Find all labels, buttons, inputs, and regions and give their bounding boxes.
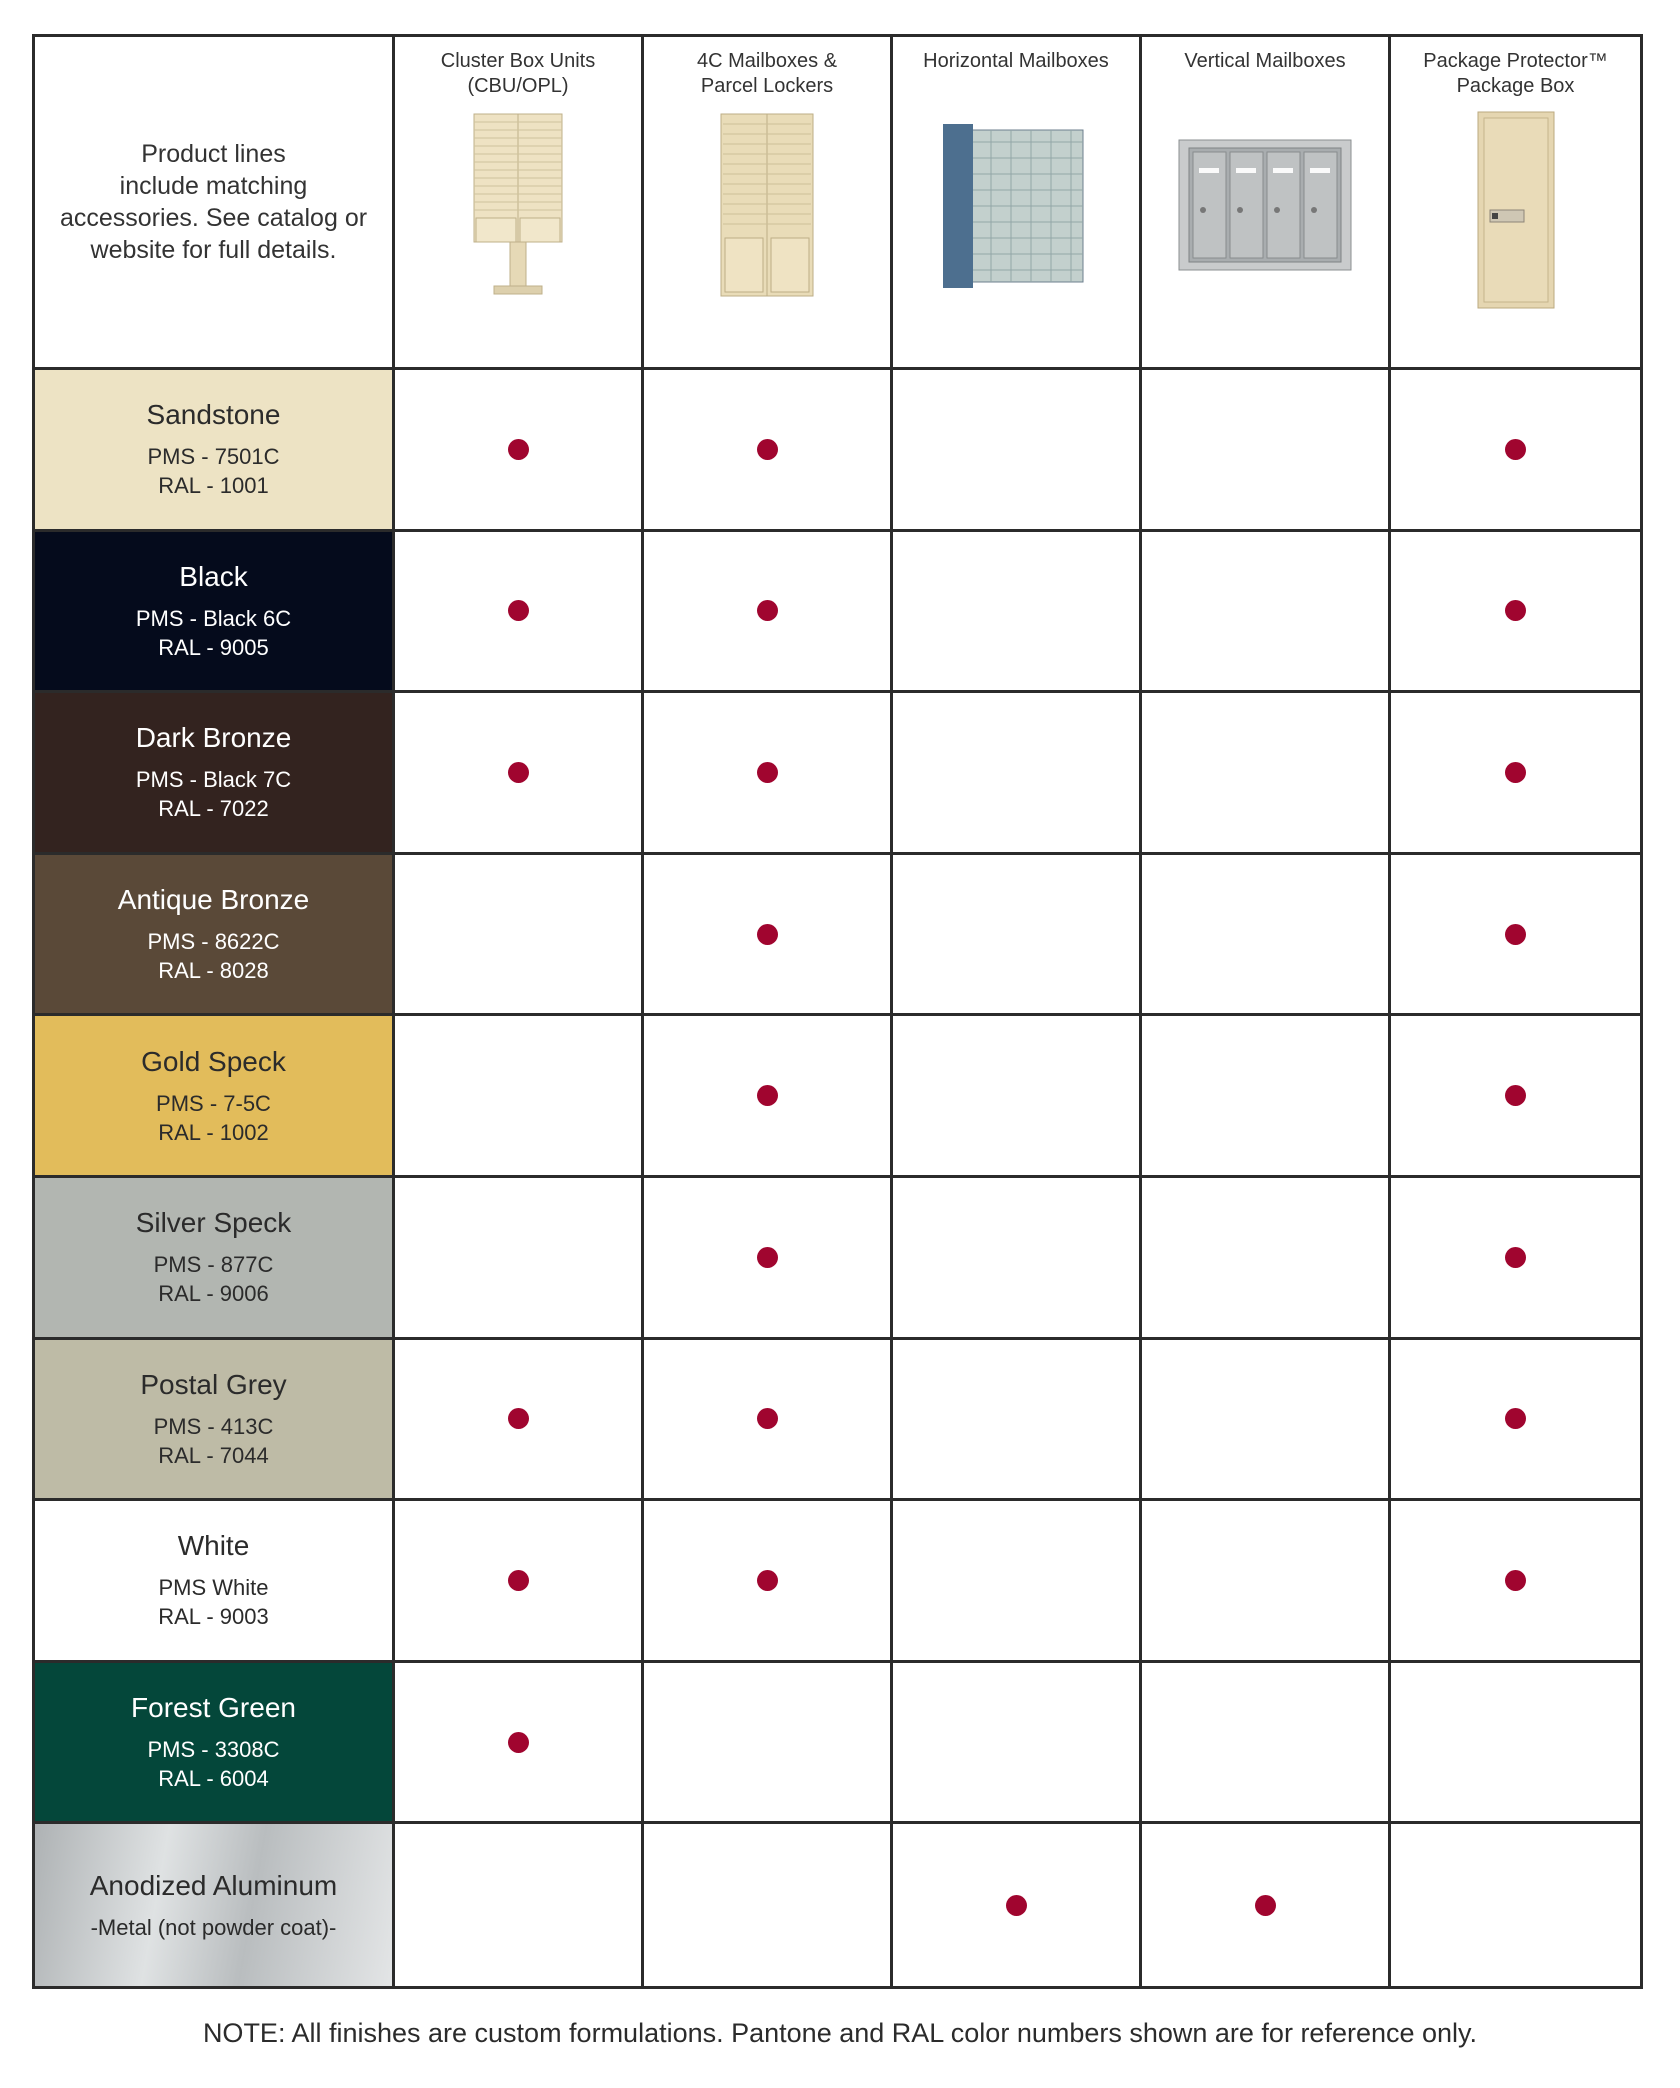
cluster-box-unit-image [468,110,568,305]
finish-pms-code: PMS - Black 6C [135,605,292,631]
product-header [1391,37,1640,370]
finish-swatch [35,532,395,694]
available-dot-icon [508,1408,529,1429]
available-dot-icon [1505,1085,1526,1106]
availability-cell [1142,693,1391,855]
availability-cell [644,693,893,855]
product-header [395,37,644,370]
package-box-image [1476,110,1556,315]
finish-swatch [35,370,395,532]
finish-ral-code: RAL - 9003 [158,1604,269,1630]
finish-ral-code: RAL - 6004 [158,1766,269,1792]
finish-pms-code: PMS - 7501C [147,444,280,470]
availability-cell [1391,855,1640,1017]
finish-pms-code: PMS - Black 7C [135,767,292,793]
availability-cell [1142,1501,1391,1663]
finish-swatch [35,855,395,1017]
availability-cell [893,1663,1142,1825]
available-dot-icon [1255,1895,1276,1916]
availability-cell [644,370,893,532]
availability-cell [1391,1501,1640,1663]
available-dot-icon [1505,762,1526,783]
availability-cell [644,532,893,694]
product-label: 4C Mailboxes & Parcel Lockers [696,50,838,97]
reference-note: NOTE: All finishes are custom formulations. Pantone and RAL color numbers shown are for reference only. [202,2018,1478,2048]
intro-cell [35,37,395,370]
available-dot-icon [757,600,778,621]
finish-name: Sandstone [146,399,281,431]
availability-cell [644,855,893,1017]
availability-cell [395,855,644,1017]
availability-cell [644,1178,893,1340]
product-label: Package Protector™ Package Box [1423,50,1608,97]
4c-mailbox-image [717,110,817,305]
finish-pms-code: PMS - 7-5C [156,1090,271,1116]
availability-cell [893,532,1142,694]
product-label: Cluster Box Units (CBU/OPL) [440,50,596,97]
finish-name: Postal Grey [140,1368,287,1400]
availability-cell [395,370,644,532]
finish-ral-code: RAL - 7044 [158,1442,269,1468]
availability-cell [1142,1016,1391,1178]
available-dot-icon [508,1732,529,1753]
availability-cell [1391,1824,1640,1986]
availability-cell [1391,693,1640,855]
availability-cell [644,1824,893,1986]
intro-text: Product lines include matching accessories. See catalog or website for full details. [59,140,368,264]
finish-name: Dark Bronze [135,722,292,754]
finish-name: Silver Speck [135,1207,292,1239]
availability-cell [893,693,1142,855]
available-dot-icon [757,1408,778,1429]
finish-ral-code: RAL - 9006 [158,1281,269,1307]
finish-name: Antique Bronze [117,884,310,916]
product-header [1142,37,1391,370]
availability-cell [395,1178,644,1340]
finish-ral-code: RAL - 7022 [158,796,269,822]
availability-cell [395,1501,644,1663]
horizontal-mailbox-image [941,110,1091,305]
finish-name: Forest Green [131,1692,296,1724]
product-label: Vertical Mailboxes [1184,50,1346,72]
finish-name: White [177,1530,250,1562]
available-dot-icon [1505,600,1526,621]
available-dot-icon [757,1247,778,1268]
available-dot-icon [1505,1570,1526,1591]
finish-pms-code: PMS - 877C [153,1252,274,1278]
finish-ral-code: RAL - 1001 [158,473,269,499]
availability-cell [893,1340,1142,1502]
availability-cell [893,1824,1142,1986]
available-dot-icon [757,924,778,945]
availability-cell [893,1501,1142,1663]
product-header [644,37,893,370]
availability-cell [893,1178,1142,1340]
available-dot-icon [757,762,778,783]
availability-cell [1142,855,1391,1017]
availability-cell [1142,1824,1391,1986]
available-dot-icon [1505,1408,1526,1429]
finish-swatch [35,1340,395,1502]
finish-pms-code: -Metal (not powder coat)- [90,1914,337,1940]
availability-cell [395,1663,644,1825]
available-dot-icon [757,1085,778,1106]
finish-name: Anodized Aluminum [89,1869,338,1901]
availability-cell [395,693,644,855]
finish-pms-code: PMS - 413C [153,1413,274,1439]
finish-availability-table [32,34,1643,1989]
availability-cell [1142,1663,1391,1825]
availability-cell [395,532,644,694]
product-label: Horizontal Mailboxes [923,50,1109,72]
available-dot-icon [508,600,529,621]
finish-swatch [35,1016,395,1178]
available-dot-icon [508,439,529,460]
availability-cell [644,1340,893,1502]
finish-swatch [35,1663,395,1825]
finish-name: Black [179,560,248,592]
availability-cell [1391,1178,1640,1340]
availability-cell [395,1824,644,1986]
vertical-mailbox-image [1175,110,1355,305]
availability-cell [893,370,1142,532]
finish-ral-code: RAL - 9005 [158,634,269,660]
finish-pms-code: PMS - 3308C [147,1737,280,1763]
availability-cell [644,1663,893,1825]
availability-cell [395,1016,644,1178]
finish-swatch [35,693,395,855]
availability-cell [1391,532,1640,694]
available-dot-icon [1505,439,1526,460]
availability-cell [1142,1178,1391,1340]
finish-swatch [35,1824,395,1986]
available-dot-icon [1505,924,1526,945]
availability-cell [1142,532,1391,694]
available-dot-icon [757,1570,778,1591]
finish-swatch [35,1501,395,1663]
availability-cell [893,855,1142,1017]
finish-swatch [35,1178,395,1340]
availability-cell [1391,1016,1640,1178]
availability-cell [1391,1663,1640,1825]
available-dot-icon [757,439,778,460]
available-dot-icon [1505,1247,1526,1268]
finish-name: Gold Speck [141,1045,286,1077]
availability-cell [1391,370,1640,532]
available-dot-icon [508,762,529,783]
availability-cell [1391,1340,1640,1502]
finish-ral-code: RAL - 8028 [158,958,269,984]
availability-cell [644,1016,893,1178]
availability-cell [644,1501,893,1663]
finish-pms-code: PMS - 8622C [147,929,280,955]
availability-cell [1142,1340,1391,1502]
availability-cell [893,1016,1142,1178]
availability-cell [1142,370,1391,532]
availability-cell [395,1340,644,1502]
available-dot-icon [508,1570,529,1591]
product-header [893,37,1142,370]
available-dot-icon [1006,1895,1027,1916]
finish-ral-code: RAL - 1002 [158,1119,269,1145]
finish-pms-code: PMS White [158,1575,269,1601]
